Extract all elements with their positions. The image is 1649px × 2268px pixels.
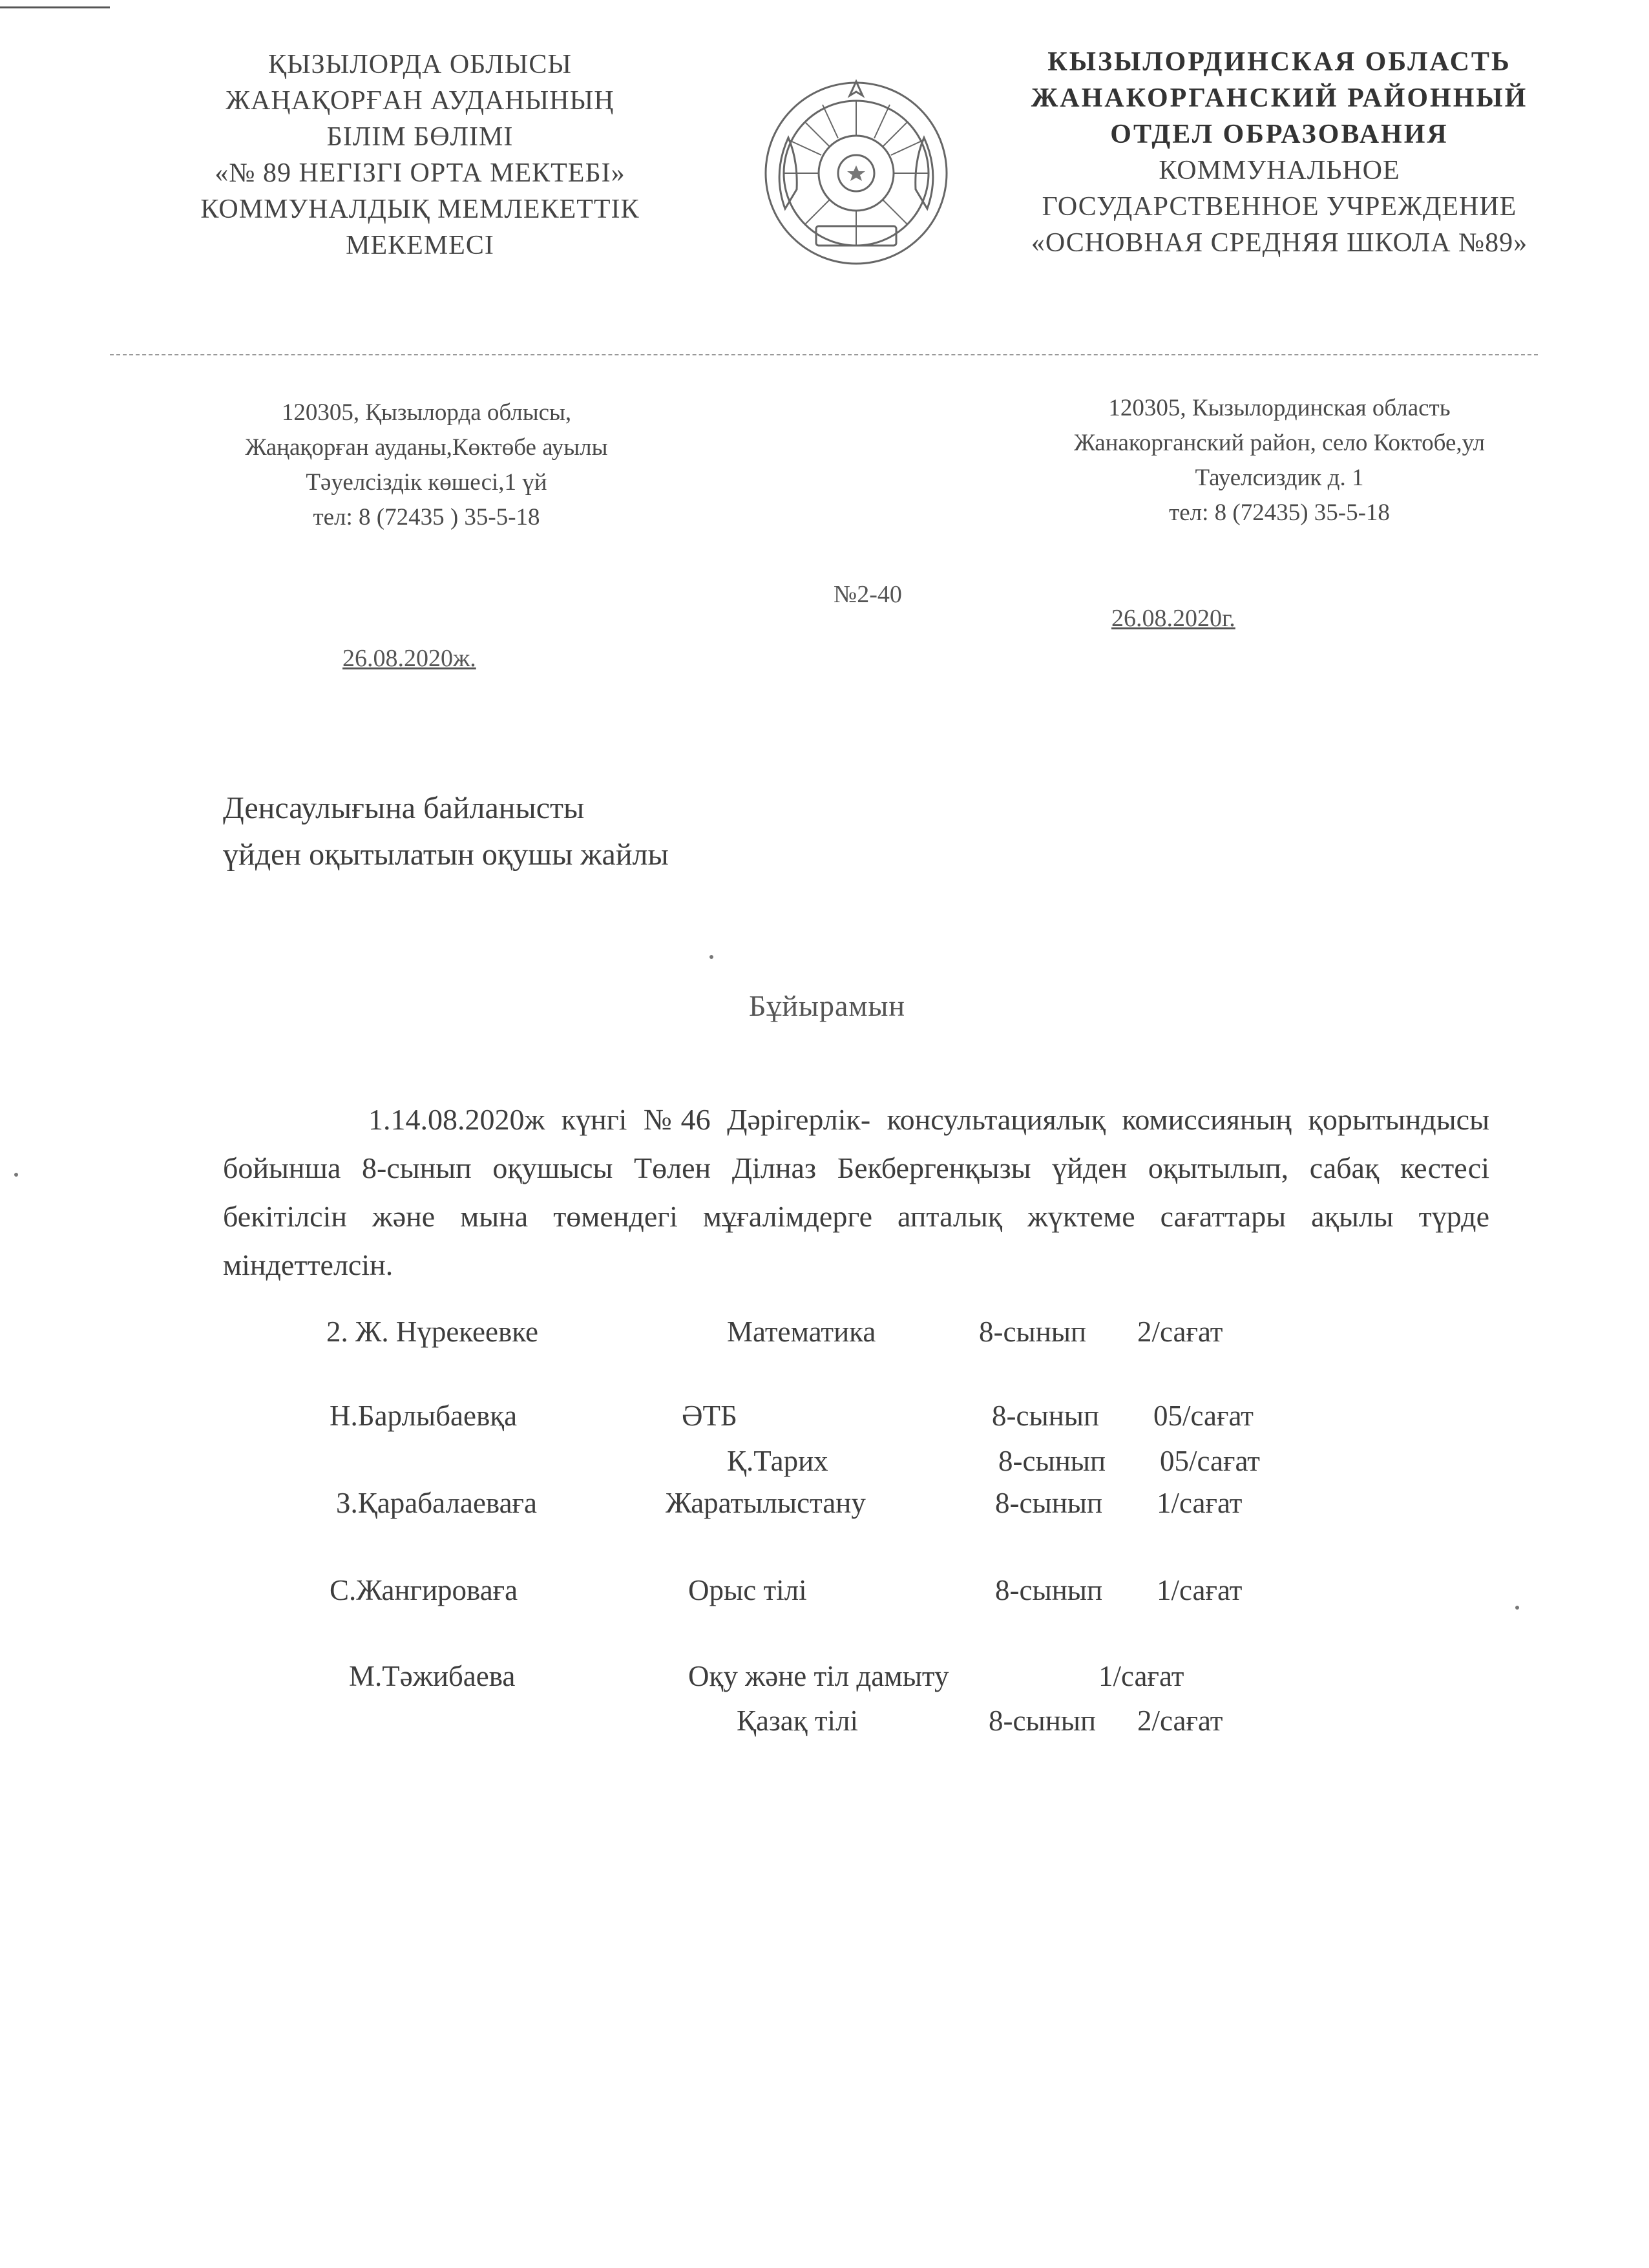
scan-speck — [1515, 1606, 1519, 1610]
assignment-grade: 8-сынып — [998, 1445, 1106, 1477]
assignment-teacher: 2. Ж. Нүрекеевке — [326, 1316, 538, 1348]
assignment-subject: ӘТБ — [682, 1400, 737, 1432]
header-right-line: ЖАНАКОРГАНСКИЙ РАЙОННЫЙ — [1031, 83, 1528, 113]
assignment-teacher: М.Тәжибаева — [349, 1660, 516, 1692]
assignment-grade: 8-сынып — [992, 1400, 1100, 1432]
assignment-hours: 1/сағат — [1157, 1487, 1243, 1519]
address-right-line: тел: 8 (72435) 35-5-18 — [1169, 499, 1390, 526]
address-left-line: 120305, Қызылорда облысы, — [281, 399, 572, 426]
header-left-line: «№ 89 НЕГІЗГІ ОРТА МЕКТЕБІ» — [215, 158, 625, 188]
assignment-grade: 8-сынып — [995, 1574, 1103, 1606]
document-subject — [223, 785, 669, 878]
subject-line: үйден оқытылатын оқушы жайлы — [223, 837, 669, 872]
address-right — [995, 391, 1564, 530]
assignment-hours: 1/сағат — [1098, 1660, 1184, 1692]
address-left-line: тел: 8 (72435 ) 35-5-18 — [313, 504, 540, 530]
header-left-line: БІЛІМ БӨЛІМІ — [326, 122, 514, 152]
header-left-kz — [149, 47, 691, 264]
assignment-subject: Қазақ тілі — [737, 1705, 858, 1737]
header-divider — [110, 354, 1538, 355]
assignment-teacher: З.Қарабалаеваға — [336, 1487, 537, 1519]
header-left-line: МЕКЕМЕСІ — [346, 231, 494, 260]
assignment-hours: 2/сағат — [1137, 1705, 1223, 1737]
subject-line: Денсаулығына байланысты — [223, 791, 585, 825]
assignment-subject: Математика — [727, 1316, 876, 1348]
scan-speck — [14, 1173, 18, 1177]
assignment-subject: Оқу және тіл дамыту — [688, 1660, 949, 1692]
scan-speck — [709, 955, 713, 959]
address-right-line: Жанакорганский район, село Коктобе,ул — [1073, 430, 1485, 456]
header-left-line: ЖАҢАҚОРҒАН АУДАНЫНЫҢ — [226, 86, 614, 116]
assignment-subject: Қ.Тарих — [727, 1445, 828, 1477]
header-left-line: КОММУНАЛДЫҚ МЕМЛЕКЕТТІК — [200, 194, 640, 224]
address-left-line: Тәуелсіздік көшесі,1 үй — [306, 469, 547, 496]
assignment-hours: 05/сағат — [1153, 1400, 1254, 1432]
header-right-line: «ОСНОВНАЯ СРЕДНЯЯ ШКОЛА №89» — [1031, 228, 1528, 258]
assignment-teacher: С.Жангироваға — [330, 1574, 518, 1606]
header-right-line: КЫЗЫЛОРДИНСКАЯ ОБЛАСТЬ — [1047, 47, 1511, 77]
state-emblem-icon — [759, 76, 953, 270]
header-right-line: КОММУНАЛЬНОЕ — [1159, 156, 1400, 185]
assignment-hours: 1/сағат — [1157, 1574, 1243, 1606]
address-left — [162, 395, 691, 535]
assignment-grade: 8-сынып — [979, 1316, 1087, 1348]
address-right-line: Тауелсиздик д. 1 — [1195, 465, 1364, 491]
order-number: №2-40 — [834, 581, 902, 608]
header-right-line: ОТДЕЛ ОБРАЗОВАНИЯ — [1110, 120, 1449, 149]
assignment-subject: Орыс тілі — [688, 1574, 807, 1606]
date-kz: 26.08.2020ж. — [342, 645, 476, 672]
address-right-line: 120305, Кызылординская область — [1108, 395, 1451, 421]
assignment-subject: Жаратылыстану — [666, 1487, 866, 1519]
header-left-line: ҚЫЗЫЛОРДА ОБЛЫСЫ — [268, 50, 572, 79]
header-right-ru — [969, 44, 1590, 261]
address-left-line: Жаңақорған ауданы,Көктөбе ауылы — [245, 434, 608, 461]
order-body — [223, 1095, 1489, 1289]
assignment-hours: 05/сағат — [1160, 1445, 1260, 1477]
scan-corner-mark — [0, 6, 110, 8]
assignment-grade: 8-сынып — [989, 1705, 1097, 1737]
date-ru: 26.08.2020г. — [1111, 605, 1235, 632]
assignment-hours: 2/сағат — [1137, 1316, 1223, 1348]
body-paragraph: 1.14.08.2020ж күнгі №46 Дәрігерлік- консультациялық комиссияның қорытындысы бойынша 8-сынып оқушысы Төлен Ділназ Бекбергенқызы үйден оқытылып, сабақ кестесі бекітілсін және мына төмендегі мұғалімдерге апталық жүктеме сағаттары ақылы түрде міндеттелсін. — [223, 1103, 1489, 1281]
assignment-teacher: Н.Барлыбаевқа — [330, 1400, 518, 1432]
order-title: Бұйырамын — [749, 989, 905, 1022]
header-right-line: ГОСУДАРСТВЕННОЕ УЧРЕЖДЕНИЕ — [1042, 192, 1517, 222]
assignment-grade: 8-сынып — [995, 1487, 1103, 1519]
